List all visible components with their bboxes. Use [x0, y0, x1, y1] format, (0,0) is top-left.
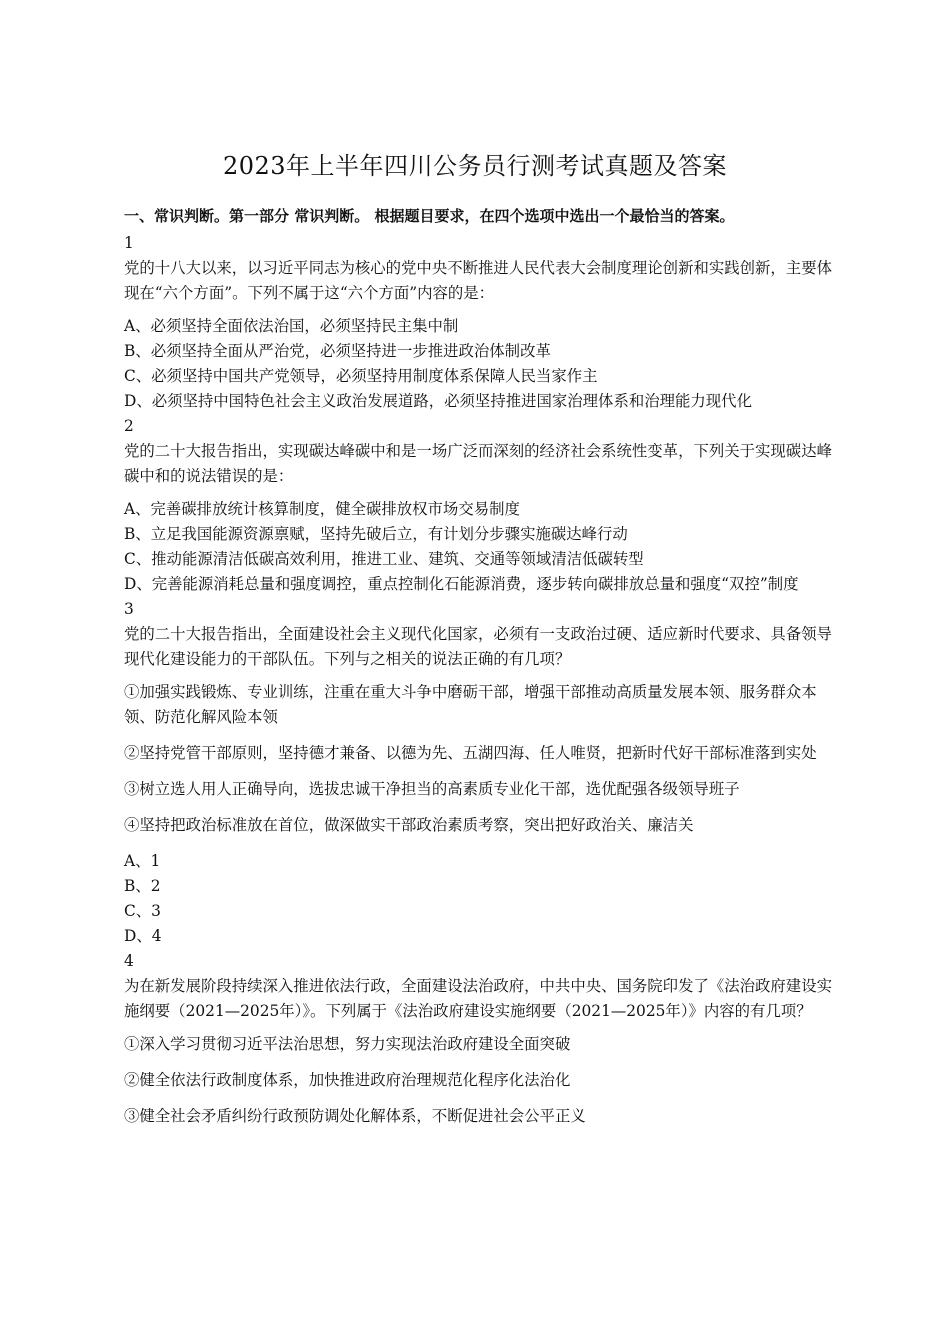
statement-3: ③健全社会矛盾纠纷行政预防调处化解体系，不断促进社会公平正义	[124, 1107, 586, 1125]
statement-2: ②坚持党管干部原则，坚持德才兼备、以德为先、五湖四海、任人唯贤，把新时代好干部标准落到实处	[124, 744, 817, 762]
statement-2: ②健全依法行政制度体系，加快推进政府治理规范化程序化法治化	[124, 1071, 571, 1089]
question-number: 2	[124, 417, 134, 435]
option-d: D、完善能源消耗总量和强度调控，重点控制化石能源消费，逐步转向碳排放总量和强度“双控”制度	[124, 575, 799, 593]
option-c: C、推动能源清洁低碳高效利用，推进工业、建筑、交通等领域清洁低碳转型	[124, 550, 644, 568]
statement-4: ④坚持把政治标准放在首位，做深做实干部政治素质考察，突出把好政治关、廉洁关	[124, 816, 694, 834]
option-c: C、必须坚持中国共产党领导，必须坚持用制度体系保障人民当家作主	[124, 367, 598, 385]
option-a: A、完善碳排放统计核算制度，健全碳排放权市场交易制度	[124, 500, 520, 518]
question-4	[124, 949, 836, 1129]
question-2	[124, 414, 836, 597]
options-list	[124, 497, 836, 597]
document-title: 2023年上半年四川公务员行测考试真题及答案	[222, 152, 728, 180]
question-1	[124, 231, 836, 414]
option-b: B、必须坚持全面从严治党，必须坚持进一步推进政治体制改革	[124, 342, 551, 360]
document-body	[124, 204, 836, 1140]
option-d: D、必须坚持中国特色社会主义政治发展道路，必须坚持推进国家治理体系和治理能力现代化	[124, 392, 752, 410]
option-a: A、必须坚持全面依法治国，必须坚持民主集中制	[124, 317, 459, 335]
option-b: B、立足我国能源资源禀赋，坚持先破后立，有计划分步骤实施碳达峰行动	[124, 525, 628, 543]
question-3	[124, 597, 836, 949]
section-heading: 一、常识判断。第一部分 常识判断。 根据题目要求，在四个选项中选出一个最恰当的答案。	[124, 207, 735, 225]
options-list	[124, 314, 836, 414]
option-c: C、3	[124, 902, 161, 920]
question-stem: 党的十八大以来，以习近平同志为核心的党中央不断推进人民代表大会制度理论创新和实践创新，主要体现在“六个方面”。下列不属于这“六个方面”内容的是：	[124, 259, 832, 302]
statement-1: ①深入学习贯彻习近平法治思想，努力实现法治政府建设全面突破	[124, 1035, 571, 1053]
option-d: D、4	[124, 927, 162, 945]
option-b: B、2	[124, 877, 161, 895]
question-number: 1	[124, 234, 134, 252]
question-stem: 党的二十大报告指出，实现碳达峰碳中和是一场广泛而深刻的经济社会系统性变革，下列关于实现碳达峰碳中和的说法错误的是：	[124, 442, 832, 485]
option-a: A、1	[124, 852, 161, 870]
question-number: 3	[124, 600, 134, 618]
options-list	[124, 849, 836, 949]
question-number: 4	[124, 952, 134, 970]
statement-3: ③树立选人用人正确导向，选拔忠诚干净担当的高素质专业化干部，选优配强各级领导班子	[124, 780, 740, 798]
question-stem: 为在新发展阶段持续深入推进依法行政，全面建设法治政府，中共中央、国务院印发了《法治政府建设实施纲要（2021—2025年）》。下列属于《法治政府建设实施纲要（2021—2025年）》内容的有几项？	[124, 977, 832, 1020]
statement-1: ①加强实践锻炼、专业训练，注重在重大斗争中磨砺干部，增强干部推动高质量发展本领、服务群众本领、防范化解风险本领	[124, 683, 817, 726]
question-stem: 党的二十大报告指出，全面建设社会主义现代化国家，必须有一支政治过硬、适应新时代要求、具备领导现代化建设能力的干部队伍。下列与之相关的说法正确的有几项？	[124, 625, 832, 668]
